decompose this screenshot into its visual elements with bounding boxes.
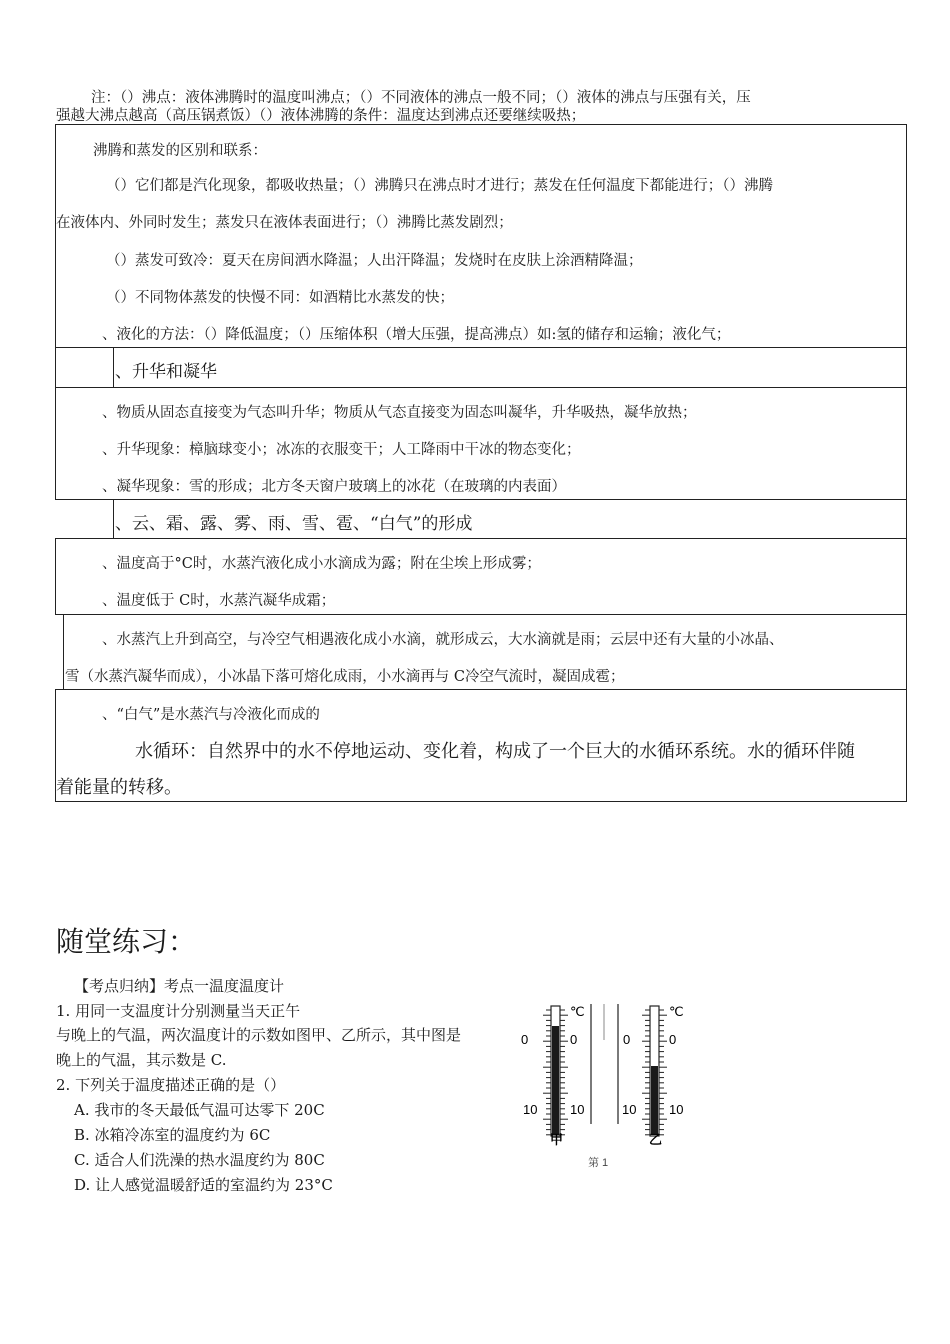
question-1-line-c: 晚上的气温，其示数是 C.	[56, 1051, 227, 1069]
figure-caption: 第 1	[588, 1157, 609, 1168]
cloud-rain-line-a: 、水蒸汽上升到高空，与冷空气相遇液化成小水滴，就形成云，大水滴就是雨；云层中还有大量的小冰晶、	[102, 632, 784, 648]
thermometer-figure	[518, 998, 698, 1168]
sublimation-line-1: 、物质从固态直接变为气态叫升华；物质从气态直接变为固态叫凝华，升华吸热，凝华放热；	[102, 405, 697, 421]
yi-left-top-label: 0	[623, 1032, 631, 1047]
yi-right-bottom-label: 10	[669, 1102, 684, 1117]
white-gas-line: 、“白气”是水蒸汽与冷液化而成的	[102, 707, 320, 723]
water-cycle-line-a: 水循环：自然界中的水不停地运动、变化着，构成了一个巨大的水循环系统。水的循环伴随	[135, 741, 855, 762]
jia-unit-label: ℃	[570, 1004, 585, 1019]
row-divider	[113, 347, 114, 388]
yi-left-bottom-label: 10	[622, 1102, 637, 1117]
thermometer-jia	[521, 1004, 585, 1147]
jia-right-top-label: 0	[570, 1032, 578, 1047]
thermometer-yi	[622, 1004, 684, 1147]
boiling-para-2: （）蒸发可致冷：夏天在房间洒水降温；人出汗降温；发烧时在皮肤上涂酒精降温；	[106, 253, 643, 269]
jia-left-bottom-label: 10	[523, 1102, 538, 1117]
question-1-line-a: 1. 用同一支温度计分别测量当天正午	[56, 1002, 301, 1020]
note-line-1: 注：（）沸点：液体沸腾时的温度叫沸点；（）不同液体的沸点一般不同；（）液体的沸点与压强有关，压	[91, 90, 751, 106]
sublimation-line-3: 、凝华现象：雪的形成；北方冬天窗户玻璃上的冰花（在玻璃的内表面）	[102, 479, 566, 495]
option-c: C. 适合人们洗澡的热水温度约为 80C	[74, 1151, 325, 1169]
question-1-line-b: 与晚上的气温，两次温度计的示数如图甲、乙所示，其中图是	[56, 1026, 462, 1044]
jia-left-top-label: 0	[521, 1032, 529, 1047]
yi-right-top-label: 0	[669, 1032, 677, 1047]
sublimation-heading: 、升华和凝华	[115, 362, 217, 382]
boiling-para-1a: （）它们都是汽化现象，都吸收热量；（）沸腾只在沸点时才进行；蒸发在任何温度下都能进行；（）沸腾	[106, 178, 773, 194]
frost-line: 、温度低于 C时，水蒸汽凝华成霜；	[102, 593, 336, 609]
jia-label: 甲	[550, 1132, 564, 1147]
water-cycle-line-b: 着能量的转移。	[56, 777, 182, 798]
jia-right-bottom-label: 10	[570, 1102, 585, 1117]
boiling-para-3: （）不同物体蒸发的快慢不同：如酒精比水蒸发的快；	[106, 290, 454, 306]
boiling-para-1b: 在液体内、外同时发生；蒸发只在液体表面进行；（）沸腾比蒸发剧烈；	[56, 215, 513, 231]
boiling-heading: 沸腾和蒸发的区别和联系：	[93, 143, 267, 159]
yi-unit-label: ℃	[669, 1004, 684, 1019]
option-a: A. 我市的冬天最低气温可达零下 20C	[74, 1101, 325, 1119]
liquefaction-methods: 、液化的方法：（）降低温度；（）压缩体积（增大压强，提高沸点）如:氢的储存和运输；液化气；	[102, 327, 731, 343]
dew-fog-line: 、温度高于°C时，水蒸汽液化成小水滴成为露；附在尘埃上形成雾；	[102, 556, 541, 572]
topic-tag: 【考点归纳】考点一温度温度计	[74, 977, 285, 995]
jia-mercury-column	[552, 1026, 559, 1135]
question-2: 2. 下列关于温度描述正确的是（）	[56, 1076, 286, 1094]
option-b: B. 冰箱冷冻室的温度约为 6C	[74, 1126, 271, 1144]
weather-heading: 、云、霜、露、雾、雨、雪、雹、“白气”的形成	[115, 514, 473, 534]
sublimation-line-2: 、升华现象：樟脑球变小；冰冻的衣服变干；人工降雨中干冰的物态变化；	[102, 442, 581, 458]
practice-title: 随堂练习：	[56, 925, 197, 958]
option-d: D. 让人感觉温暖舒适的室温约为 23°C	[74, 1176, 333, 1194]
yi-label: 乙	[649, 1132, 663, 1147]
yi-mercury-column	[651, 1066, 658, 1135]
note-line-2: 强越大沸点越高（高压锅煮饭）（）液体沸腾的条件：温度达到沸点还要继续吸热；	[56, 108, 586, 124]
cloud-rain-line-b: 雪（水蒸汽凝华而成），小冰晶下落可熔化成雨，小水滴再与 C冷空气流时，凝固成雹；	[65, 669, 625, 685]
